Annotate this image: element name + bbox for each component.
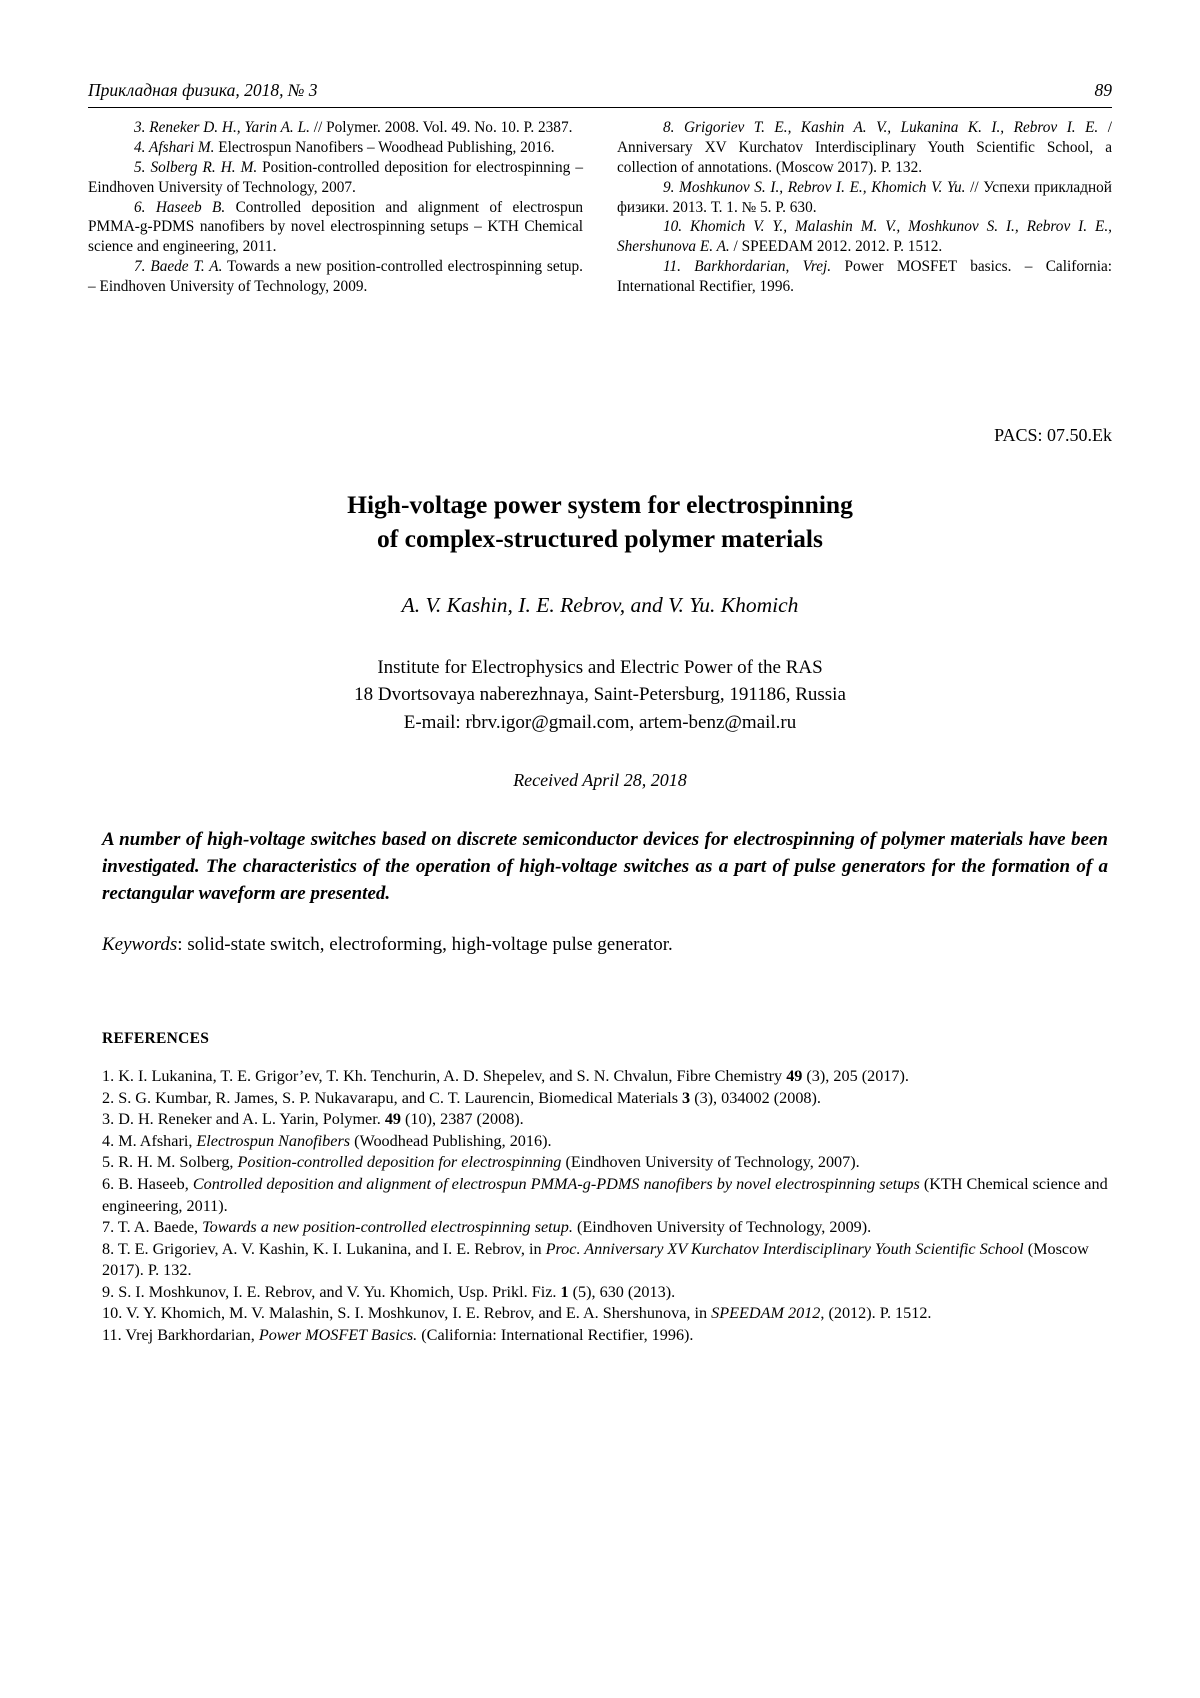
header-rule: [88, 107, 1112, 108]
keywords-label: Keywords: [102, 934, 178, 956]
page-number: 89: [1094, 80, 1112, 100]
list-item: 10. V. Y. Khomich, M. V. Malashin, S. I. Moshkunov, I. E. Rebrov, and E. A. Shershunova, in SPEEDAM 2012, (2012). P. 1512.: [102, 1304, 932, 1323]
reference-item: 10. Khomich V. Y., Malashin M. V., Moshkunov S. I., Rebrov I. E., Shershunova E. A. / SPEEDAM 2012. 2012. P. 1512.: [617, 218, 1112, 256]
reference-item: 6. Haseeb B. Controlled deposition and alignment of electrospun PMMA-g-PDMS nanofibers by novel electrospinning setups – KTH Chemical science and engineering, 2011.: [88, 198, 583, 256]
references-heading: REFERENCES: [102, 1030, 210, 1048]
list-item: 8. T. E. Grigoriev, A. V. Kashin, K. I. Lukanina, and I. E. Rebrov, in Proc. Anniversary XV Kurchatov Interdisciplinary Youth Scientific School (Moscow 2017). P. 132.: [102, 1239, 1089, 1280]
abstract: A number of high-voltage switches based on discrete semiconductor devices for electrospinning of polymer materials have been investigated. The characteristics of the operation of high-voltage switches as a part of pulse generators for the formation of a rectangular waveform are presented.: [102, 829, 1108, 905]
affiliation-institute: Institute for Electrophysics and Electric Power of the RAS: [377, 656, 823, 678]
list-item: 4. M. Afshari, Electrospun Nanofibers (Woodhead Publishing, 2016).: [102, 1131, 552, 1150]
journal-name: Прикладная физика, 2018, № 3: [88, 80, 318, 100]
list-item: 3. D. H. Reneker and A. L. Yarin, Polymer. 49 (10), 2387 (2008).: [102, 1110, 524, 1129]
title-line-1: High-voltage power system for electrospinning: [347, 489, 853, 519]
pacs-code: PACS: 07.50.Ek: [994, 424, 1112, 445]
affiliation-email: E-mail: rbrv.igor@gmail.com, artem-benz@mail.ru: [403, 711, 797, 733]
affiliation-address: 18 Dvortsovaya naberezhnaya, Saint-Petersburg, 191186, Russia: [354, 684, 846, 706]
running-head: [88, 80, 1112, 107]
reference-item: 4. Afshari M. Electrospun Nanofibers – Woodhead Publishing, 2016.: [134, 138, 555, 156]
reference-column-left: [88, 118, 583, 297]
list-item: 7. T. A. Baede, Towards a new position-controlled electrospinning setup. (Eindhoven University of Technology, 2009).: [102, 1218, 872, 1237]
list-item: 6. B. Haseeb, Controlled deposition and alignment of electrospun PMMA-g-PDMS nanofibers by novel electrospinning setups (KTH Chemical science and engineering, 2011).: [102, 1175, 1108, 1215]
authors: A. V. Kashin, I. E. Rebrov, and V. Yu. Khomich: [401, 592, 799, 617]
title-line-2: of complex-structured polymer materials: [377, 524, 823, 554]
affiliation: [88, 654, 1112, 737]
reference-column-right: [617, 118, 1112, 297]
reference-columns: [88, 118, 1112, 297]
reference-item: 9. Moshkunov S. I., Rebrov I. E., Khomich V. Yu. // Успехи прикладной физики. 2013. Т. 1. № 5. P. 630.: [617, 178, 1112, 216]
reference-item: 3. Reneker D. H., Yarin A. L. // Polymer. 2008. Vol. 49. No. 10. P. 2387.: [134, 119, 573, 136]
list-item: 2. S. G. Kumbar, R. James, S. P. Nukavarapu, and C. T. Laurencin, Biomedical Materials 3 (3), 034002 (2008).: [102, 1088, 821, 1107]
list-item: 1. K. I. Lukanina, T. E. Grigor’ev, T. Kh. Tenchurin, A. D. Shepelev, and S. N. Chvalun, Fibre Chemistry 49 (3), 205 (2017).: [102, 1067, 909, 1086]
received-date: Received April 28, 2018: [513, 770, 687, 791]
list-item: 9. S. I. Moshkunov, I. E. Rebrov, and V. Yu. Khomich, Usp. Prikl. Fiz. 1 (5), 630 (2013).: [102, 1282, 676, 1301]
reference-item: 5. Solberg R. H. M. Position-controlled deposition for electrospinning – Eindhoven University of Technology, 2007.: [88, 158, 583, 196]
page-content: [88, 80, 1112, 1346]
page-title: [88, 488, 1112, 557]
reference-item: 11. Barkhordarian, Vrej. Power MOSFET basics. – California: International Rectifier, 1996.: [617, 258, 1112, 295]
reference-item: 8. Grigoriev T. E., Kashin A. V., Lukanina K. I., Rebrov I. E. / Anniversary XV Kurchatov Interdisciplinary Youth Scientific School, a collection of annotations. (Moscow 2017). P. 132.: [617, 119, 1112, 176]
list-item: 5. R. H. M. Solberg, Position-controlled deposition for electrospinning (Eindhoven University of Technology, 2007).: [102, 1153, 860, 1172]
keywords-value: : solid-state switch, electroforming, high-voltage pulse generator.: [177, 934, 673, 956]
english-reference-list: [88, 1066, 1112, 1346]
keywords: [88, 934, 1112, 956]
list-item: 11. Vrej Barkhordarian, Power MOSFET Basics. (California: International Rectifier, 1996).: [102, 1325, 694, 1344]
reference-item: 7. Baede T. A. Towards a new position-controlled electrospinning setup. – Eindhoven University of Technology, 2009.: [88, 258, 583, 295]
